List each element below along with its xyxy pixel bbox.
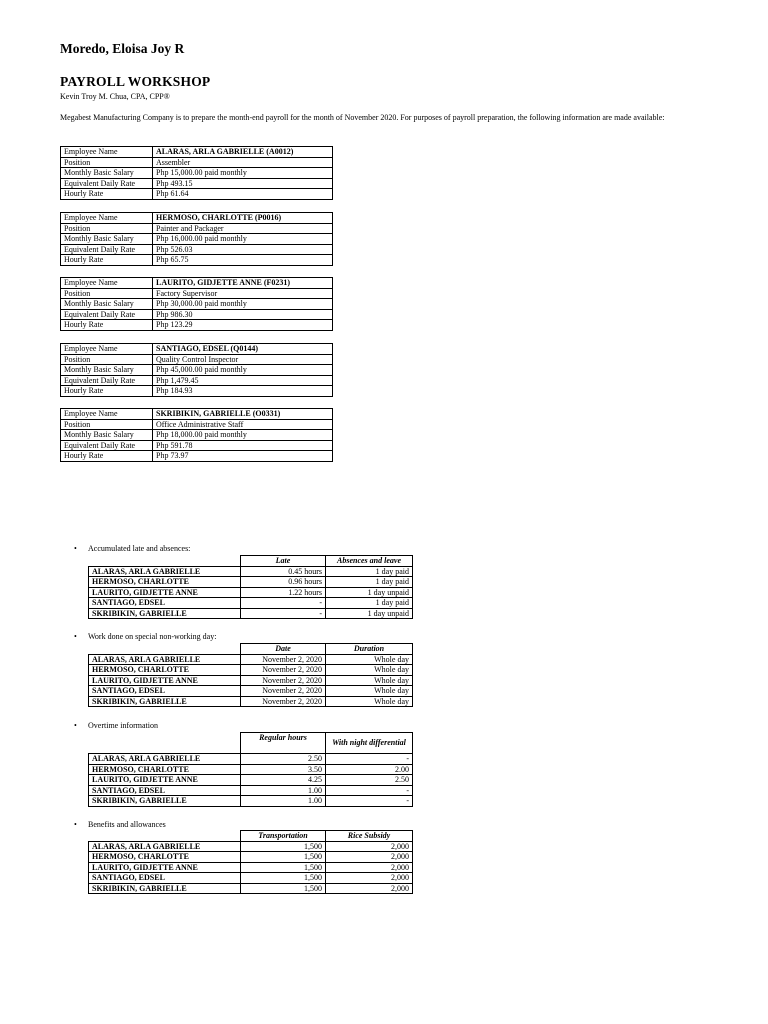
employee-salary: Php 45,000.00 paid monthly	[153, 365, 333, 376]
row-regular: 1.00	[241, 785, 326, 796]
row-regular: 2.50	[241, 754, 326, 765]
employee-table-laurito	[60, 277, 333, 331]
row-date: November 2, 2020	[241, 686, 326, 697]
employee-salary: Php 16,000.00 paid monthly	[153, 234, 333, 245]
bullet-label: Work done on special non-working day:	[88, 632, 217, 641]
employee-hourly-rate: Php 61.64	[153, 189, 333, 200]
label-hourly-rate: Hourly Rate	[61, 451, 153, 462]
header-blank	[89, 831, 241, 842]
table-row	[89, 796, 413, 807]
row-name: ALARAS, ARLA GABRIELLE	[89, 566, 241, 577]
row-absence: 1 day unpaid	[326, 608, 413, 619]
table-row	[89, 675, 413, 686]
row-absence: 1 day paid	[326, 598, 413, 609]
label-daily-rate: Equivalent Daily Rate	[61, 375, 153, 386]
label-employee-name: Employee Name	[61, 213, 153, 224]
employee-table-skribikin	[60, 408, 333, 462]
intro-paragraph: Megabest Manufacturing Company is to prepare the month-end payroll for the month of November 2020. For purposes of payroll preparation, the following information are made available:	[60, 113, 665, 122]
label-employee-name: Employee Name	[61, 409, 153, 420]
table-row	[89, 566, 413, 577]
row-night: -	[326, 754, 413, 765]
row-night: -	[326, 796, 413, 807]
table-row	[89, 883, 413, 894]
student-name: Moredo, Eloisa Joy R	[60, 41, 185, 56]
label-daily-rate: Equivalent Daily Rate	[61, 244, 153, 255]
employee-daily-rate: Php 986.30	[153, 309, 333, 320]
row-late: 0.96 hours	[241, 577, 326, 588]
row-rice: 2,000	[326, 852, 413, 863]
table-row	[89, 696, 413, 707]
row-transportation: 1,500	[241, 852, 326, 863]
employee-name: SANTIAGO, EDSEL (Q0144)	[153, 344, 333, 355]
label-position: Position	[61, 354, 153, 365]
bullet-dot-icon: •	[74, 632, 77, 641]
employee-table-santiago	[60, 343, 333, 397]
label-monthly-salary: Monthly Basic Salary	[61, 299, 153, 310]
bullet-dot-icon: •	[74, 721, 77, 730]
row-late: 0.45 hours	[241, 566, 326, 577]
row-name: HERMOSO, CHARLOTTE	[89, 852, 241, 863]
bullet-label: Benefits and allowances	[88, 820, 166, 829]
header-rice-subsidy: Rice Subsidy	[326, 831, 413, 842]
label-hourly-rate: Hourly Rate	[61, 320, 153, 331]
row-duration: Whole day	[326, 654, 413, 665]
table-row	[89, 775, 413, 786]
row-transportation: 1,500	[241, 873, 326, 884]
row-transportation: 1,500	[241, 862, 326, 873]
row-duration: Whole day	[326, 686, 413, 697]
employee-salary: Php 18,000.00 paid monthly	[153, 430, 333, 441]
page-title: PAYROLL WORKSHOP	[60, 74, 211, 89]
row-name: HERMOSO, CHARLOTTE	[89, 764, 241, 775]
employee-daily-rate: Php 493.15	[153, 178, 333, 189]
row-name: LAURITO, GIDJETTE ANNE	[89, 862, 241, 873]
label-hourly-rate: Hourly Rate	[61, 255, 153, 266]
row-name: LAURITO, GIDJETTE ANNE	[89, 675, 241, 686]
header-blank	[89, 556, 241, 567]
row-regular: 1.00	[241, 796, 326, 807]
employee-salary: Php 15,000.00 paid monthly	[153, 168, 333, 179]
header-late: Late	[241, 556, 326, 567]
bullet-label: Overtime information	[88, 721, 158, 730]
table-row	[89, 608, 413, 619]
label-employee-name: Employee Name	[61, 278, 153, 289]
table-row	[89, 686, 413, 697]
row-night: 2.00	[326, 764, 413, 775]
bullet-overtime	[74, 721, 158, 730]
row-name: SANTIAGO, EDSEL	[89, 598, 241, 609]
row-name: HERMOSO, CHARLOTTE	[89, 577, 241, 588]
employee-hourly-rate: Php 65.75	[153, 255, 333, 266]
row-absence: 1 day unpaid	[326, 587, 413, 598]
header-blank	[89, 733, 241, 754]
table-row	[89, 665, 413, 676]
row-name: ALARAS, ARLA GABRIELLE	[89, 654, 241, 665]
label-monthly-salary: Monthly Basic Salary	[61, 234, 153, 245]
table-row	[89, 764, 413, 775]
row-transportation: 1,500	[241, 841, 326, 852]
table-row	[89, 654, 413, 665]
employee-name: SKRIBIKIN, GABRIELLE (O0331)	[153, 409, 333, 420]
header-regular-hours: Regular hours	[241, 733, 326, 754]
employee-salary: Php 30,000.00 paid monthly	[153, 299, 333, 310]
table-row	[89, 598, 413, 609]
overtime-table	[88, 732, 413, 807]
table-row	[89, 754, 413, 765]
row-name: LAURITO, GIDJETTE ANNE	[89, 775, 241, 786]
row-name: SANTIAGO, EDSEL	[89, 873, 241, 884]
row-rice: 2,000	[326, 841, 413, 852]
employee-position: Assembler	[153, 157, 333, 168]
table-row	[89, 587, 413, 598]
row-date: November 2, 2020	[241, 654, 326, 665]
row-late: -	[241, 598, 326, 609]
employee-name: HERMOSO, CHARLOTTE (P0016)	[153, 213, 333, 224]
table-row	[89, 852, 413, 863]
late-absences-table	[88, 555, 413, 619]
employee-daily-rate: Php 591.78	[153, 440, 333, 451]
row-duration: Whole day	[326, 675, 413, 686]
label-hourly-rate: Hourly Rate	[61, 386, 153, 397]
label-monthly-salary: Monthly Basic Salary	[61, 430, 153, 441]
row-night: -	[326, 785, 413, 796]
row-regular: 4.25	[241, 775, 326, 786]
row-regular: 3.50	[241, 764, 326, 775]
employee-hourly-rate: Php 73.97	[153, 451, 333, 462]
table-row	[89, 785, 413, 796]
employee-name: LAURITO, GIDJETTE ANNE (F0231)	[153, 278, 333, 289]
employee-table-alaras	[60, 146, 333, 200]
bullet-dot-icon: •	[74, 820, 77, 829]
row-name: HERMOSO, CHARLOTTE	[89, 665, 241, 676]
employee-table-hermoso	[60, 212, 333, 266]
header-night-differential: With night differential	[326, 733, 413, 754]
table-row	[89, 841, 413, 852]
label-employee-name: Employee Name	[61, 344, 153, 355]
row-absence: 1 day paid	[326, 566, 413, 577]
table-row	[89, 873, 413, 884]
label-position: Position	[61, 157, 153, 168]
row-name: SANTIAGO, EDSEL	[89, 686, 241, 697]
row-transportation: 1,500	[241, 883, 326, 894]
row-name: SKRIBIKIN, GABRIELLE	[89, 883, 241, 894]
label-position: Position	[61, 223, 153, 234]
row-night: 2.50	[326, 775, 413, 786]
employee-position: Factory Supervisor	[153, 288, 333, 299]
row-duration: Whole day	[326, 665, 413, 676]
employee-hourly-rate: Php 184.93	[153, 386, 333, 397]
row-name: SKRIBIKIN, GABRIELLE	[89, 796, 241, 807]
label-employee-name: Employee Name	[61, 147, 153, 158]
row-name: LAURITO, GIDJETTE ANNE	[89, 587, 241, 598]
bullet-dot-icon: •	[74, 544, 77, 553]
table-row	[89, 862, 413, 873]
label-position: Position	[61, 419, 153, 430]
bullet-special-day	[74, 632, 216, 641]
employee-position: Quality Control Inspector	[153, 354, 333, 365]
row-date: November 2, 2020	[241, 665, 326, 676]
label-daily-rate: Equivalent Daily Rate	[61, 440, 153, 451]
benefits-table	[88, 830, 413, 894]
employee-name: ALARAS, ARLA GABRIELLE (A0012)	[153, 147, 333, 158]
row-absence: 1 day paid	[326, 577, 413, 588]
label-monthly-salary: Monthly Basic Salary	[61, 365, 153, 376]
row-rice: 2,000	[326, 883, 413, 894]
employee-daily-rate: Php 1,479.45	[153, 375, 333, 386]
row-late: -	[241, 608, 326, 619]
header-absences: Absences and leave	[326, 556, 413, 567]
row-name: SKRIBIKIN, GABRIELLE	[89, 696, 241, 707]
header-duration: Duration	[326, 644, 413, 655]
label-hourly-rate: Hourly Rate	[61, 189, 153, 200]
employee-hourly-rate: Php 123.29	[153, 320, 333, 331]
row-date: November 2, 2020	[241, 675, 326, 686]
bullet-label: Accumulated late and absences:	[88, 544, 191, 553]
row-rice: 2,000	[326, 862, 413, 873]
bullet-benefits	[74, 820, 166, 829]
employee-daily-rate: Php 526.03	[153, 244, 333, 255]
author-line: Kevin Troy M. Chua, CPA, CPP®	[60, 92, 170, 101]
special-day-table	[88, 643, 413, 707]
employee-position: Office Administrative Staff	[153, 419, 333, 430]
row-late: 1.22 hours	[241, 587, 326, 598]
header-transportation: Transportation	[241, 831, 326, 842]
employee-position: Painter and Packager	[153, 223, 333, 234]
label-position: Position	[61, 288, 153, 299]
row-rice: 2,000	[326, 873, 413, 884]
table-row	[89, 577, 413, 588]
bullet-late-absences	[74, 544, 190, 553]
label-monthly-salary: Monthly Basic Salary	[61, 168, 153, 179]
header-date: Date	[241, 644, 326, 655]
row-name: SKRIBIKIN, GABRIELLE	[89, 608, 241, 619]
row-name: ALARAS, ARLA GABRIELLE	[89, 841, 241, 852]
header-blank	[89, 644, 241, 655]
row-name: ALARAS, ARLA GABRIELLE	[89, 754, 241, 765]
row-date: November 2, 2020	[241, 696, 326, 707]
row-duration: Whole day	[326, 696, 413, 707]
label-daily-rate: Equivalent Daily Rate	[61, 309, 153, 320]
label-daily-rate: Equivalent Daily Rate	[61, 178, 153, 189]
row-name: SANTIAGO, EDSEL	[89, 785, 241, 796]
